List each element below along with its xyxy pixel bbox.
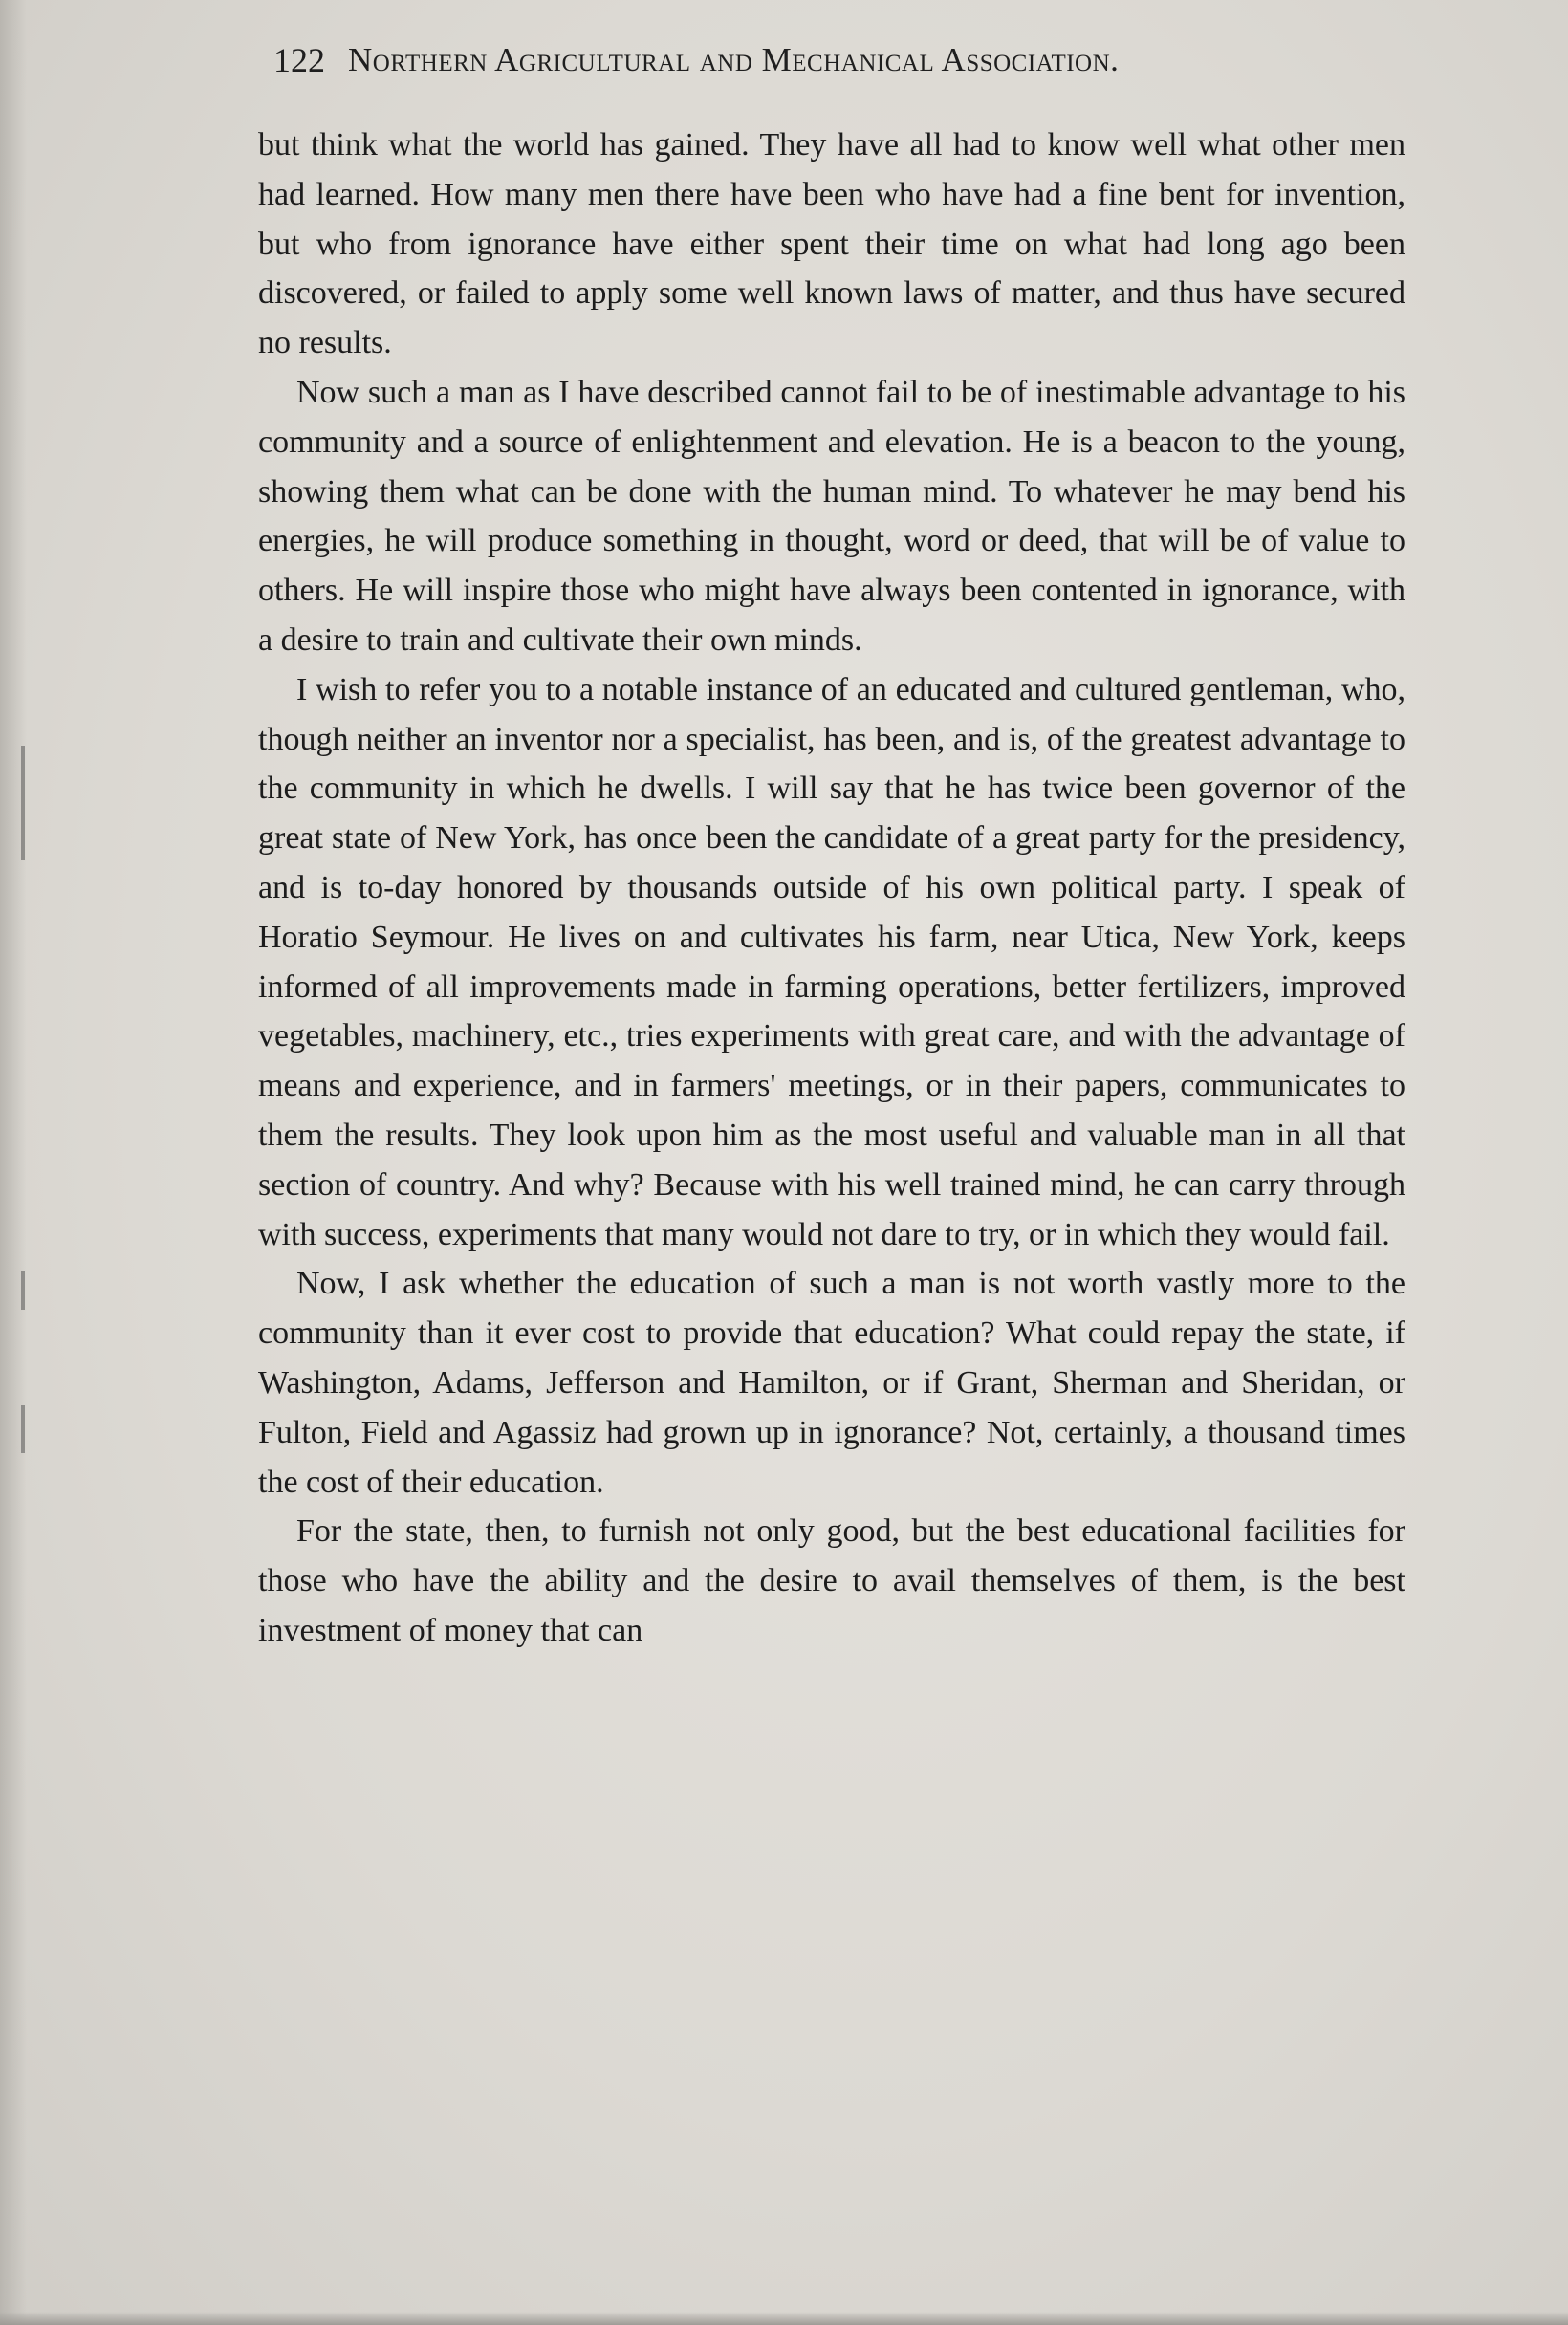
paragraph: I wish to refer you to a notable instance of an educated and cultured gentleman, who, though neither an inventor nor a specialist, has been, and is, of the greatest advantage to the community in which he dwells. I will say that he has twice been governor of the great state of New York, has once been the candidate of a great party for the presidency, and is to-day honored by thousands outside of his own political party. I speak of Horatio Seymour. He lives on and cultivates his farm, near Utica, New York, keeps informed of all improvements made in farming operations, better fertilizers, improved vegetables, machinery, etc., tries experiments with great care, and with the advantage of means and experience, and in farmers' meetings, or in their papers, communicates to them the results. They look upon him as the most useful and valuable man in all that section of country. And why? Because with his well trained mind, he can carry through with success, experiments that many would not dare to try, or in which they would fail.: [258, 671, 1405, 1252]
binding-shadow: [0, 0, 27, 2325]
page-number: 122: [273, 41, 325, 79]
margin-mark: [21, 1405, 25, 1453]
paragraph: For the state, then, to furnish not only good, but the best educational facilities for those who have the ability and the desire to avail themselves of them, is the best investment of money that can: [258, 1513, 1405, 1648]
margin-mark: [21, 746, 25, 860]
paragraph: Now such a man as I have described cannot fail to be of inestimable advantage to his community and a source of enlightenment and elevation. He is a beacon to the young, showing them what can be done with the human mind. To whatever he may bend his energies, he will produce something in thought, word or deed, that will be of value to others. He will inspire those who might have always been contented in ignorance, with a desire to train and cultivate their own minds.: [258, 374, 1405, 658]
running-head: [273, 27, 1373, 94]
margin-mark: [21, 1271, 25, 1310]
paragraph: Now, I ask whether the education of such a man is not worth vastly more to the community than it ever cost to provide that education? What could repay the state, if Washington, Adams, Jefferson and Hamilton, or if Grant, Sherman and Sheridan, or Fulton, Field and Agassiz had grown up in ignorance? Not, certainly, a thousand times the cost of their education.: [258, 1266, 1405, 1500]
paragraph: but think what the world has gained. They have all had to know well what other men had learned. How many men there have been who have had a fine bent for invention, but who from ignorance have either spent their time on what had long ago been discovered, or failed to apply some well known laws of matter, and thus have secured no results.: [258, 127, 1405, 361]
page-bottom-edge: [0, 2312, 1568, 2325]
running-head-title: Northern Agricultural and Mechanical Association.: [348, 41, 1120, 78]
body-text: [258, 120, 1405, 1656]
